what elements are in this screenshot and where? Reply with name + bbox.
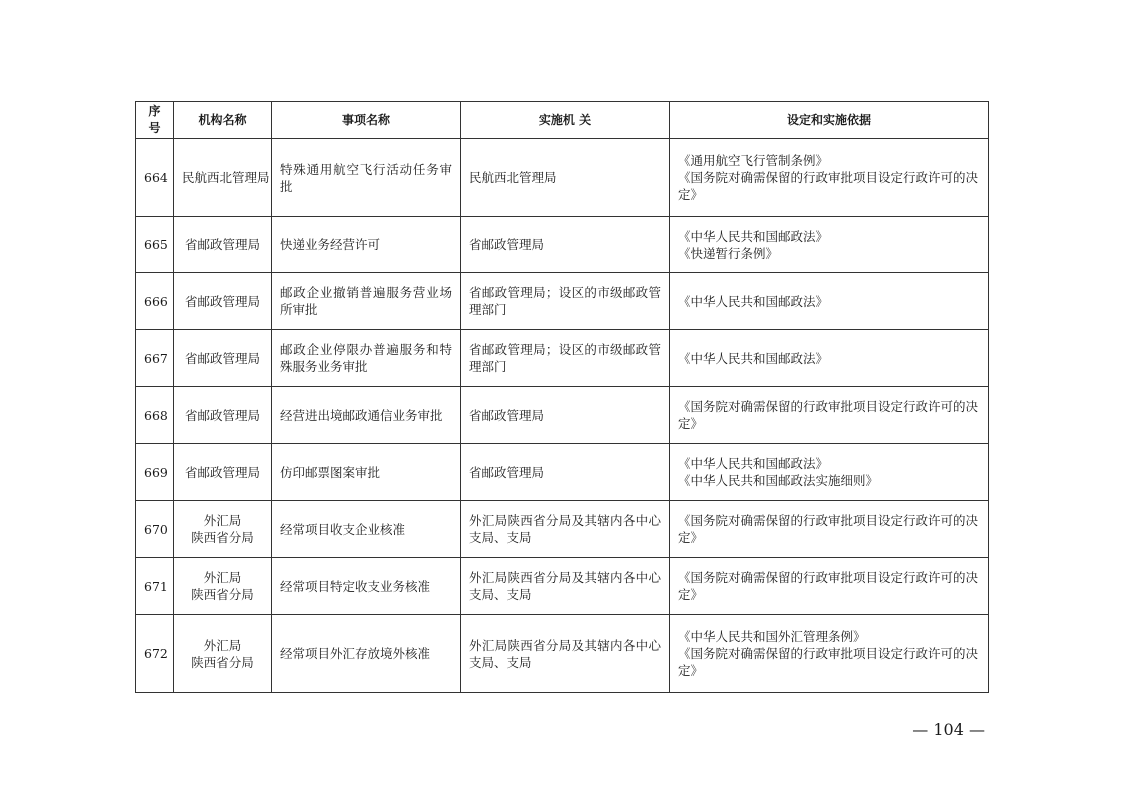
row-org — [174, 217, 272, 273]
row-impl: 省邮政管理局 — [461, 387, 670, 444]
header-impl: 实施机 关 — [461, 102, 670, 139]
basis-line: 《国务院对确需保留的行政审批项目设定行政许可的决定》 — [678, 399, 979, 431]
row-item: 经常项目特定收支业务核准 — [272, 558, 461, 615]
row-impl: 民航西北管理局 — [461, 139, 670, 217]
table-row — [136, 217, 989, 273]
basis-line: 《国务院对确需保留的行政审批项目设定行政许可的决定》 — [678, 513, 979, 545]
row-serial: 669 — [136, 444, 174, 501]
table-row — [136, 558, 989, 615]
table-row — [136, 330, 989, 387]
table-row — [136, 615, 989, 693]
row-basis — [670, 330, 989, 387]
table-header-row — [136, 102, 989, 139]
row-org — [174, 558, 272, 615]
row-item: 经营进出境邮政通信业务审批 — [272, 387, 461, 444]
row-serial: 665 — [136, 217, 174, 273]
row-basis — [670, 139, 989, 217]
row-serial: 667 — [136, 330, 174, 387]
row-serial: 670 — [136, 501, 174, 558]
header-org: 机构名称 — [174, 102, 272, 139]
row-basis — [670, 444, 989, 501]
row-item: 邮政企业撤销普遍服务营业场所审批 — [272, 273, 461, 330]
row-impl: 省邮政管理局；设区的市级邮政管理部门 — [461, 273, 670, 330]
org-line: 陕西省分局 — [191, 587, 254, 602]
table-row — [136, 444, 989, 501]
org-line: 民航西北管理局 — [182, 170, 270, 185]
row-item: 经常项目外汇存放境外核准 — [272, 615, 461, 693]
row-impl: 外汇局陕西省分局及其辖内各中心支局、支局 — [461, 558, 670, 615]
row-serial: 664 — [136, 139, 174, 217]
row-serial: 671 — [136, 558, 174, 615]
row-item: 快递业务经营许可 — [272, 217, 461, 273]
basis-line: 《中华人民共和国邮政法》 — [678, 293, 829, 309]
header-item: 事项名称 — [272, 102, 461, 139]
row-basis — [670, 217, 989, 273]
row-basis — [670, 615, 989, 693]
basis-line: 《中华人民共和国邮政法实施细则》 — [678, 473, 879, 488]
header-basis: 设定和实施依据 — [670, 102, 989, 139]
org-line: 陕西省分局 — [191, 654, 254, 670]
row-basis — [670, 273, 989, 330]
table-row — [136, 139, 989, 217]
row-org — [174, 273, 272, 330]
row-impl: 外汇局陕西省分局及其辖内各中心支局、支局 — [461, 501, 670, 558]
row-org — [174, 501, 272, 558]
basis-line: 《中华人民共和国邮政法》 — [678, 350, 829, 366]
org-line: 外汇局 — [203, 570, 242, 585]
table-row — [136, 387, 989, 444]
row-basis — [670, 387, 989, 444]
row-serial: 666 — [136, 273, 174, 330]
org-line: 省邮政管理局 — [184, 407, 260, 423]
basis-line: 《中华人民共和国外汇管理条例》 — [678, 629, 866, 644]
table-row — [136, 273, 989, 330]
table-row — [136, 501, 989, 558]
basis-line: 《中华人民共和国邮政法》 — [678, 228, 829, 244]
row-org — [174, 387, 272, 444]
basis-line: 《中华人民共和国邮政法》 — [678, 456, 829, 471]
row-org — [174, 139, 272, 217]
basis-line: 《快递暂行条例》 — [678, 245, 779, 261]
row-basis — [670, 558, 989, 615]
basis-line: 《国务院对确需保留的行政审批项目设定行政许可的决定》 — [678, 646, 979, 678]
basis-line: 《通用航空飞行管制条例》 — [678, 153, 829, 168]
org-line: 省邮政管理局 — [184, 293, 260, 309]
org-line: 外汇局 — [203, 637, 242, 653]
page-number: — 104 — — [912, 720, 985, 739]
row-org — [174, 615, 272, 693]
org-line: 省邮政管理局 — [184, 350, 260, 366]
org-line: 省邮政管理局 — [184, 464, 260, 480]
basis-line: 《国务院对确需保留的行政审批项目设定行政许可的决定》 — [678, 570, 979, 602]
row-impl: 外汇局陕西省分局及其辖内各中心支局、支局 — [461, 615, 670, 693]
row-item: 仿印邮票图案审批 — [272, 444, 461, 501]
row-org — [174, 444, 272, 501]
approval-items-table — [135, 101, 989, 693]
row-serial: 668 — [136, 387, 174, 444]
row-impl: 省邮政管理局；设区的市级邮政管理部门 — [461, 330, 670, 387]
row-org — [174, 330, 272, 387]
row-impl: 省邮政管理局 — [461, 444, 670, 501]
org-line: 外汇局 — [203, 513, 242, 528]
row-basis — [670, 501, 989, 558]
basis-line: 《国务院对确需保留的行政审批项目设定行政许可的决定》 — [678, 170, 979, 202]
org-line: 陕西省分局 — [191, 530, 254, 545]
org-line: 省邮政管理局 — [184, 237, 260, 252]
row-serial: 672 — [136, 615, 174, 693]
row-item: 经常项目收支企业核准 — [272, 501, 461, 558]
row-impl: 省邮政管理局 — [461, 217, 670, 273]
header-serial: 序号 — [136, 102, 174, 139]
row-item: 特殊通用航空飞行活动任务审批 — [272, 139, 461, 217]
row-item: 邮政企业停限办普遍服务和特殊服务业务审批 — [272, 330, 461, 387]
